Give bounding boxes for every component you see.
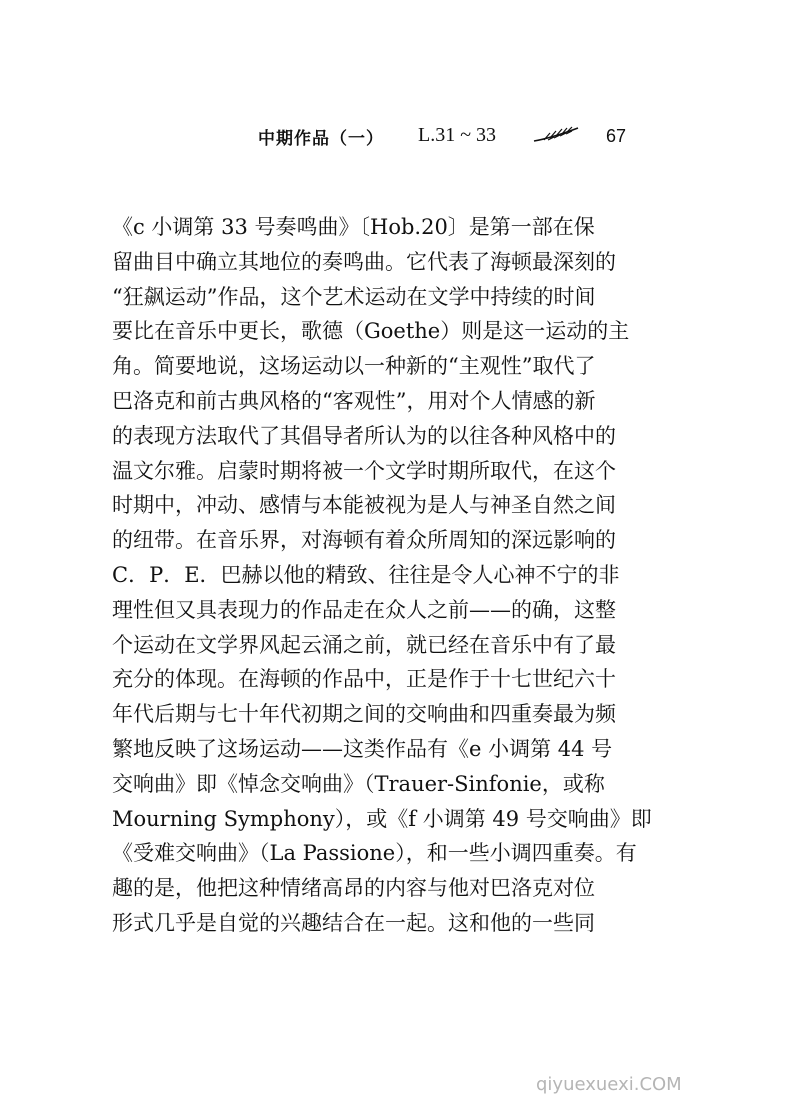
site-watermark: qiyuexuexi.COM — [536, 1074, 682, 1095]
text-line: 趣的是，他把这种情绪高昂的内容与他对巴洛克对位 — [112, 876, 595, 901]
text-line: 《c 小调第 33 号奏鸣曲》〔Hob.20〕是第一部在保 — [112, 215, 595, 239]
chapter-title: 中期作品（一） — [258, 129, 384, 149]
text-line: 时期中，冲动、感情与本能被视为是人与神圣自然之间 — [112, 493, 616, 518]
text-line: 繁地反映了这场运动——这类作品有《e 小调第 44 号 — [112, 736, 613, 761]
text-line: 个运动在文学界风起云涌之前，就已经在音乐中有了最 — [112, 632, 616, 657]
text-line: 的表现方法取代了其倡导者所认为的以往各种风格中的 — [112, 423, 616, 448]
text-line: 要比在音乐中更长，歌德（Goethe）则是这一运动的主 — [112, 319, 630, 344]
feather-ornament-icon — [532, 126, 580, 144]
text-line: 充分的体现。在海顿的作品中，正是作于十七世纪六十 — [112, 667, 616, 692]
text-line: 的纽带。在音乐界，对海顿有着众所周知的深远影响的 — [112, 528, 616, 553]
text-line: Mourning Symphony），或《f 小调第 49 号交响曲》即 — [112, 806, 652, 831]
text-line: 《受难交响曲》（La Passione），和一些小调四重奏。有 — [112, 841, 637, 866]
text-line: 形式几乎是自觉的兴趣结合在一起。这和他的一些同 — [112, 910, 595, 935]
text-line: 交响曲》即《悼念交响曲》（Trauer-Sinfonie，或称 — [112, 771, 605, 796]
running-header — [0, 124, 794, 156]
text-line: 年代后期与七十年代初期之间的交响曲和四重奏最为频 — [112, 702, 616, 727]
text-line: 巴洛克和前古典风格的“客观性”，用对个人情感的新 — [112, 388, 596, 413]
text-line: 角。简要地说，这场运动以一种新的“主观性”取代了 — [112, 354, 596, 379]
page-number: 67 — [606, 126, 627, 146]
section-range: L.31 ~ 33 — [418, 124, 497, 146]
body-paragraph — [112, 210, 672, 941]
text-line: C．P．E．巴赫以他的精致、往往是令人心神不宁的非 — [112, 562, 620, 587]
text-line: 留曲目中确立其地位的奏鸣曲。它代表了海顿最深刻的 — [112, 249, 616, 274]
text-line: “狂飙运动”作品，这个艺术运动在文学中持续的时间 — [112, 284, 596, 309]
text-line: 温文尔雅。启蒙时期将被一个文学时期所取代，在这个 — [112, 458, 616, 483]
text-line: 理性但又具表现力的作品走在众人之前——的确，这整 — [112, 597, 616, 622]
